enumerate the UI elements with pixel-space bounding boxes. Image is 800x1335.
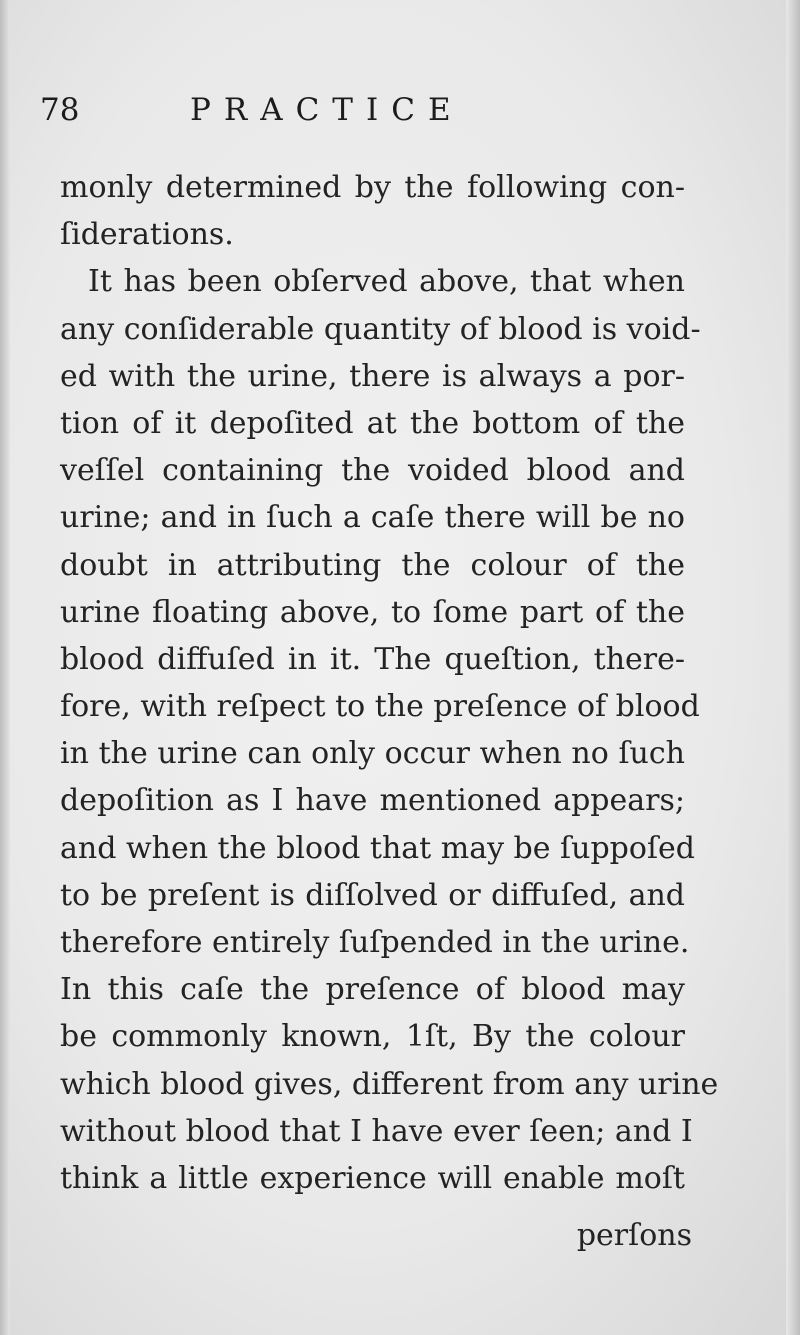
text-line: In this caſe the preſence of blood may xyxy=(60,972,685,1008)
text-line: monly determined by the following con- xyxy=(60,170,685,205)
running-head: PRACTICE xyxy=(190,92,464,128)
text-line: think a little experience will enable moſt xyxy=(60,1160,685,1196)
text-line: in the urine can only occur when no ſuch xyxy=(60,736,685,772)
text-line: fore, with reſpect to the preſence of blood xyxy=(60,689,700,725)
text-line: depoſition as I have mentioned appears; xyxy=(60,783,685,819)
text-line: urine floating above, to ſome part of the xyxy=(60,594,685,630)
text-line: tion of it depoſited at the bottom of the xyxy=(60,405,685,441)
text-line: blood diffuſed in it. The queſtion, there- xyxy=(60,641,685,677)
text-line: to be preſent is diſſolved or diffuſed, and xyxy=(60,877,685,913)
page-gutter-shadow xyxy=(0,0,10,1335)
page-header xyxy=(40,92,760,142)
text-line: doubt in attributing the colour of the xyxy=(60,547,685,583)
text-line: therefore entirely ſuſpended in the urine. xyxy=(60,925,690,960)
text-line: veſſel containing the voided blood and xyxy=(60,453,685,489)
text-line: and when the blood that may be ſuppoſed xyxy=(60,830,696,866)
text-line: ſiderations. xyxy=(60,217,234,253)
text-line: It has been obſerved above, that when xyxy=(88,264,685,300)
text-line: without blood that I have ever ſeen; and I xyxy=(60,1113,693,1149)
text-line: any conſiderable quantity of blood is void- xyxy=(60,311,701,347)
catchword: perſons xyxy=(576,1218,692,1253)
page-edge-shadow xyxy=(786,0,800,1335)
text-line: urine; and in ſuch a caſe there will be no xyxy=(60,500,685,536)
text-line: which blood gives, different from any urine xyxy=(60,1066,719,1102)
text-line: ed with the urine, there is always a por- xyxy=(60,358,685,394)
page-number: 78 xyxy=(40,92,80,128)
body-text xyxy=(60,164,719,1202)
text-line: be commonly known, 1ſt, By the colour xyxy=(60,1019,685,1055)
